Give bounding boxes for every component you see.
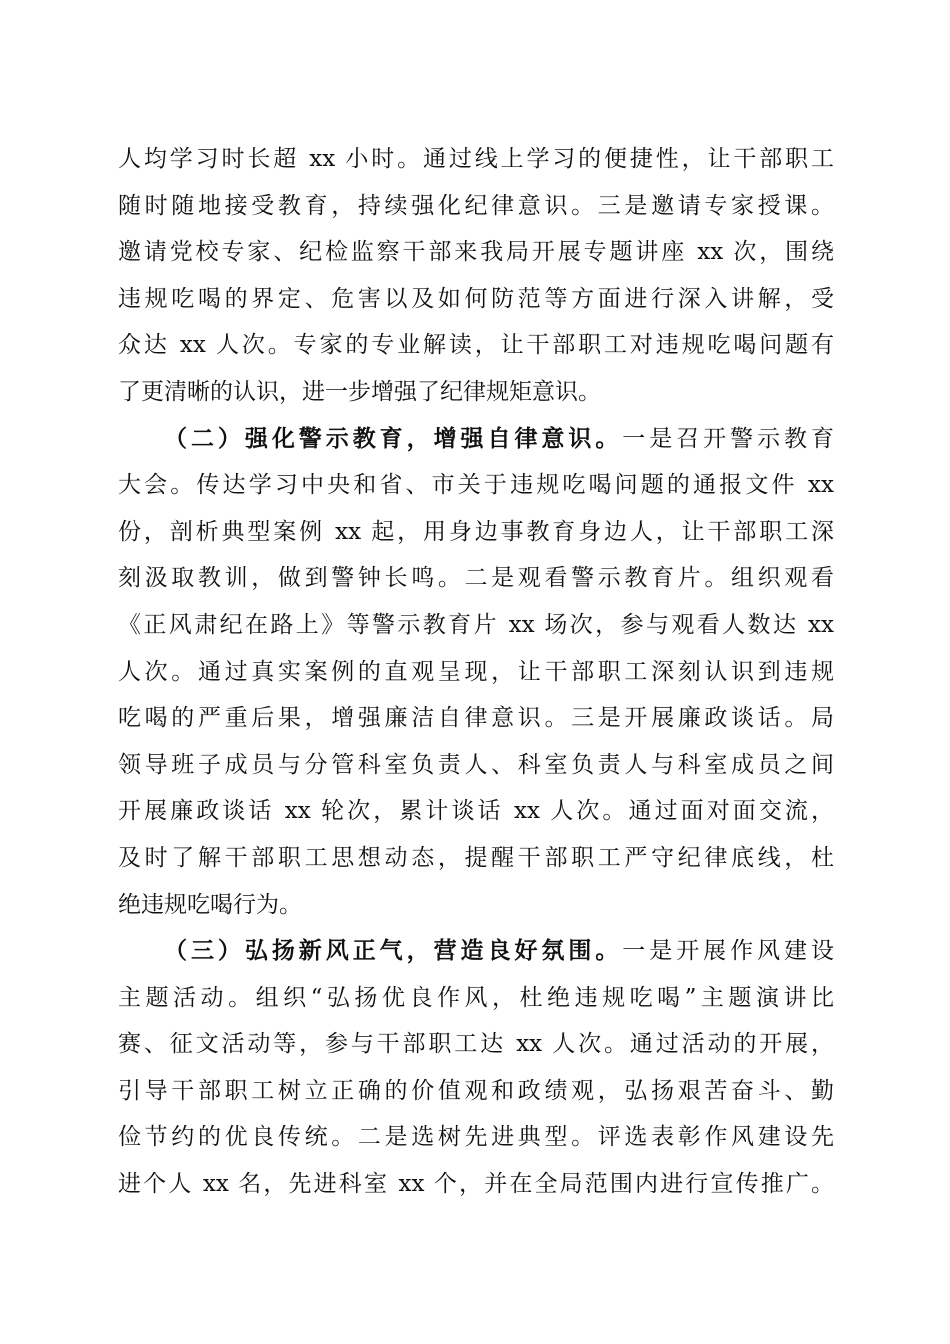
- text-line: 绝违规吃喝行为。: [118, 891, 302, 918]
- section-heading-3: （三）弘扬新风正气，营造良好氛围。: [164, 937, 623, 965]
- text-line: 人次。通过真实案例的直观呈现，让干部职工深刻认识到违规: [118, 658, 834, 685]
- text-line: 领导班子成员与分管科室负责人、科室负责人与科室成员之间: [118, 751, 834, 778]
- text-line: 《正风肃纪在路上》等警示教育片 xx 场次，参与观看人数达 xx: [118, 611, 834, 638]
- text-line: 引导干部职工树立正确的价值观和政绩观，弘扬艰苦奋斗、勤: [118, 1077, 834, 1104]
- text-line: 大会。传达学习中央和省、市关于违规吃喝问题的通报文件 xx: [118, 472, 834, 499]
- text-line: 赛、征文活动等，参与干部职工达 xx 人次。通过活动的开展，: [118, 1031, 834, 1058]
- section-heading-2: （二）强化警示教育，增强自律意识。: [164, 424, 623, 452]
- text-line: 邀请党校专家、纪检监察干部来我局开展专题讲座 xx 次，围绕: [118, 239, 834, 266]
- text-line: 吃喝的严重后果，增强廉洁自律意识。三是开展廉政谈话。局: [118, 705, 834, 732]
- text-line: 进个人 xx 名，先进科室 xx 个，并在全局范围内进行宣传推广。: [118, 1171, 834, 1198]
- text-line: 刻汲取教训，做到警钟长鸣。二是观看警示教育片。组织观看: [118, 565, 834, 592]
- text-line: 份，剖析典型案例 xx 起，用身边事教育身边人，让干部职工深: [118, 518, 834, 545]
- section-heading-line: [118, 928, 834, 975]
- text-line: 众达 xx 人次。专家的专业解读，让干部职工对违规吃喝问题有: [118, 332, 834, 359]
- text-line: 及时了解干部职工思想动态，提醒干部职工严守纪律底线，杜: [118, 844, 834, 871]
- text-span: 一是召开警示教育: [622, 425, 835, 452]
- text-line: 人均学习时长超 xx 小时。通过线上学习的便捷性，让干部职工: [118, 146, 834, 172]
- text-line: 主题活动。组织“弘扬优良作风，杜绝违规吃喝”主题演讲比: [118, 984, 834, 1011]
- text-line: 开展廉政谈话 xx 轮次，累计谈话 xx 人次。通过面对面交流，: [118, 798, 834, 825]
- section-heading-line: [118, 416, 834, 463]
- text-line: 违规吃喝的界定、危害以及如何防范等方面进行深入讲解，受: [118, 285, 834, 312]
- text-line: 俭节约的优良传统。二是选树先进典型。评选表彰作风建设先: [118, 1124, 834, 1151]
- text-line: 随时随地接受教育，持续强化纪律意识。三是邀请专家授课。: [118, 192, 834, 219]
- document-body: [118, 136, 834, 1208]
- text-span: 一是开展作风建设: [622, 938, 835, 965]
- text-line: 了更清晰的认识，进一步增强了纪律规矩意识。: [118, 378, 601, 405]
